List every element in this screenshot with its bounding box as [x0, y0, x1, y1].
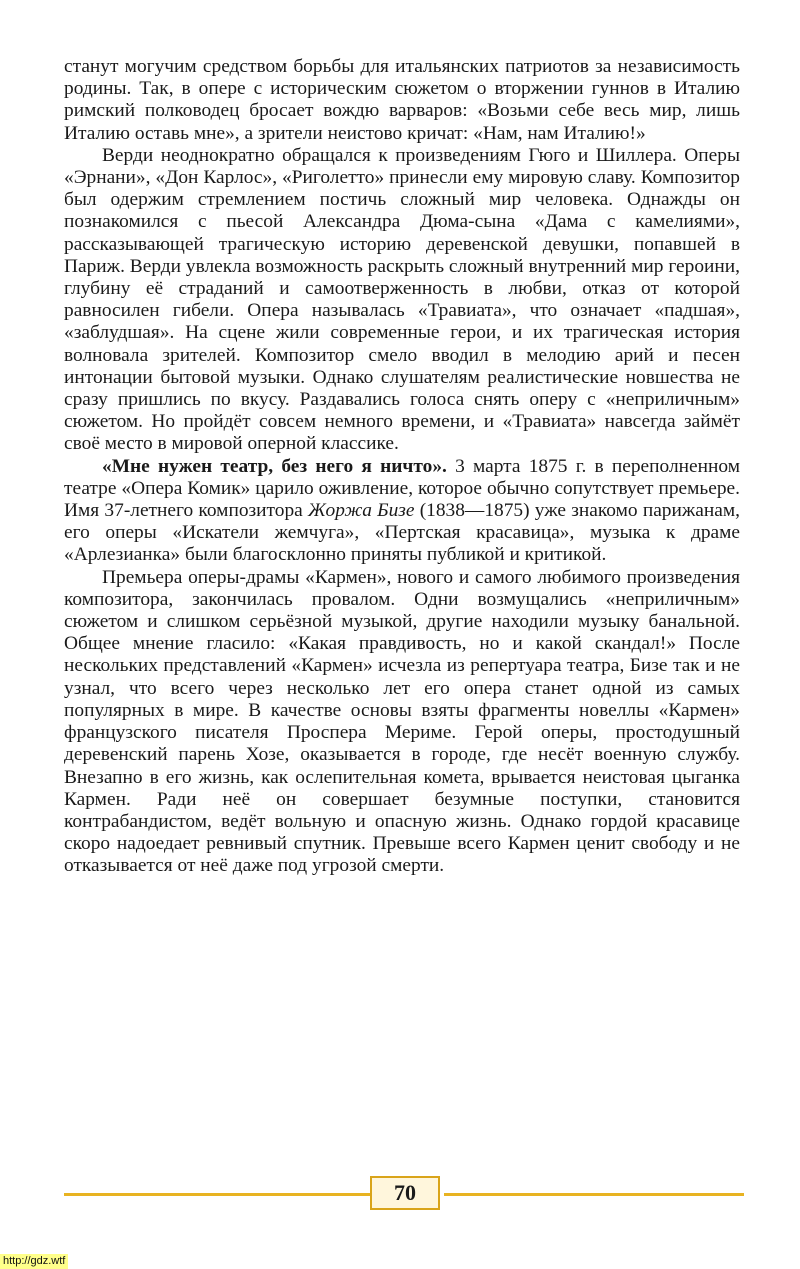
section-heading: «Мне нужен театр, без него я ничто». — [102, 455, 447, 477]
paragraph-2: Верди неоднократно обращался к произведениям Гюго и Шиллера. Оперы «Эрнани», «Дон Карлос», «Риголетто» принесли ему мировую славу. Композитор был одержим стремлением постичь сложный мир человека. Однажды он познакомился с пьесой Александра Дюма-сына «Дама с камелиями», рассказывающей трагическую историю деревенской девушки, попавшей в Париж. Верди увлекла возможность раскрыть сложный внутренний мир героини, глубину её страданий и самоотверженность в любви, отказ от которой равносилен гибели. Опера называлась «Травиата», что означает «падшая», «заблудшая». На сцене жили современные герои, и их трагическая история волновала зрителей. Композитор смело вводил в мелодию арий и песен интонации бытовой музыки. Однако слушателям реалистические новшества не сразу пришлись по вкусу. Раздавались голоса снять оперу с «неприличным» сюжетом. Но пройдёт совсем немного времени, и «Травиата» навсегда займёт своё место в мировой оперной классике. — [64, 144, 740, 455]
watermark-link[interactable]: http://gdz.wtf — [0, 1254, 68, 1269]
paragraph-3-text-a: 3 марта 1875 г. в переполненном театре «Опера Комик» царило оживление, которое обычно сопутствует премьере. Имя 37-летнего композитора — [64, 455, 740, 522]
footer-rule-left — [64, 1193, 370, 1196]
page-body — [64, 56, 740, 878]
paragraph-1: станут могучим средством борьбы для итальянских патриотов за независимость родины. Так, в опере с историческим сюжетом о вторжении гуннов в Италию римский полководец бросает вождю варваров: «Возьми себе весь мир, лишь Италию оставь мне», а зрители неистово кричат: «Нам, нам Италию!» — [64, 56, 740, 144]
paragraph-4: Премьера оперы-драмы «Кармен», нового и самого любимого произведения композитора, закончилась провалом. Одни возмущались «неприличным» сюжетом и слишком серьёзной музыкой, другие находили музыку банальной. Общее мнение гласило: «Какая правдивость, но и какой скандал!» После нескольких представлений «Кармен» исчезла из репертуара театра, Бизе так и не узнал, что всего через несколько лет его опера станет одной из самых популярных в мире. В качестве основы взяты фрагменты новеллы «Кармен» французского писателя Проспера Мериме. Герой оперы, простодушный деревенский парень Хозе, оказывается в городе, где несёт военную службу. Внезапно в его жизнь, как ослепительная комета, врывается неистовая цыганка Кармен. Ради неё он совершает безумные поступки, становится контрабандистом, ведёт вольную и опасную жизнь. Однако гордой красавице скоро надоедает ревнивый спутник. Превыше всего Кармен ценит свободу и не отказывается от неё даже под угрозой смерти. — [64, 566, 740, 877]
composer-name: Жоржа Бизе — [308, 500, 415, 522]
page-number: 70 — [370, 1176, 440, 1210]
paragraph-3 — [64, 456, 740, 567]
paragraph-3-text-b: (1838—1875) уже знакомо парижанам, его оперы «Искатели жемчуга», «Пертская красавица», музыка к драме «Арлезианка» были благосклонно приняты публикой и критикой. — [64, 500, 740, 566]
footer-rule-right — [444, 1193, 744, 1196]
